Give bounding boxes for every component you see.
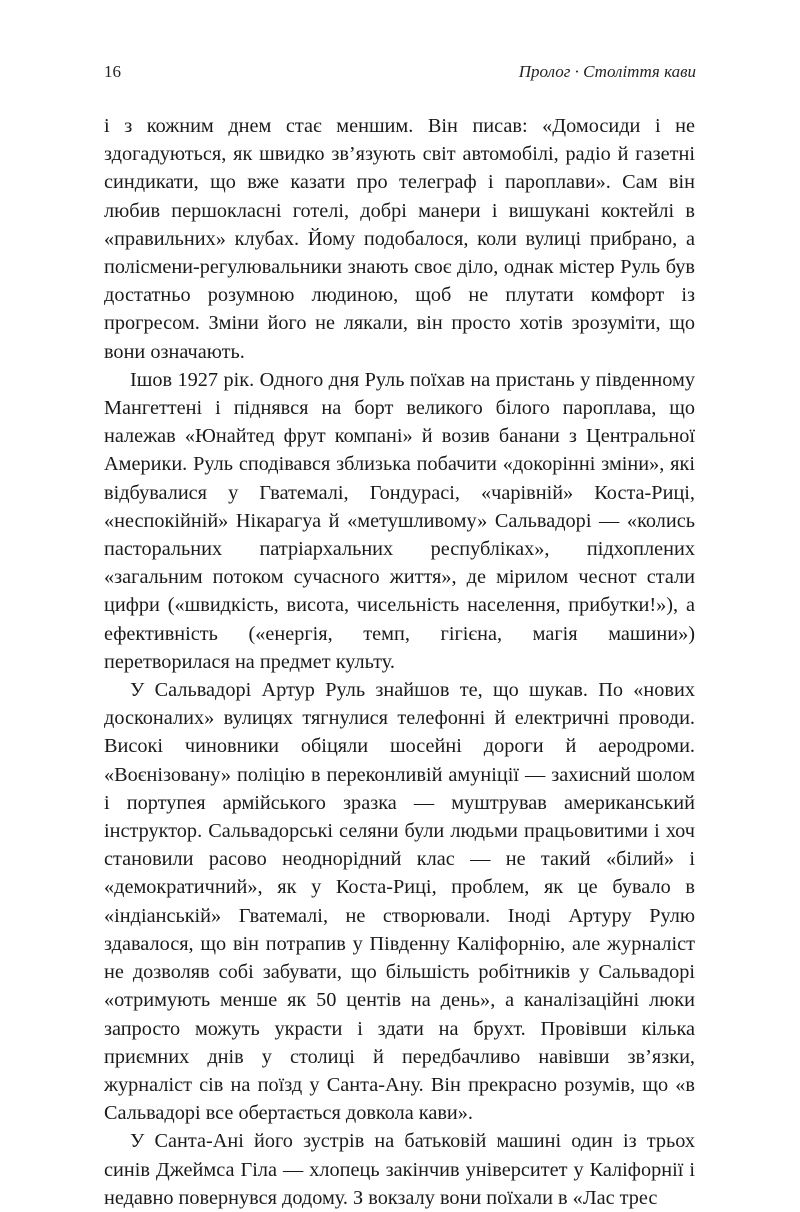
page-number: 16 xyxy=(104,62,121,81)
paragraph: У Сальвадорі Артур Руль знайшов те, що шукав. По «нових досконалих» вулицях тягнулися телефонні й електричні проводи. Високі чиновники обіцяли шосейні дороги й аеродроми. «Воєнізовану» поліцію в переконливій амуніції — захисний шолом і портупея армійського зразка — муштрував американський інструктор. Сальвадорські селяни були людьми працьовитими і хоч становили расово неоднорідний клас — не такий «білий» і «демократичний», як у Коста-Риці, проблем, як це бувало в «індіанській» Гватемалі, не створювали. Іноді Артуру Рулю здавалося, що він потрапив у Південну Каліфорнію, але журналіст не дозволяв собі забувати, що більшість робітників у Сальвадорі «отримують менше як 50 центів на день», а каналізаційні люки запросто можуть украсти і здати на брухт. Провівши кілька приємних днів у столиці й передбачливо навівши зв’язки, журналіст сів на поїзд у Санта-Ану. Він прекрасно розумів, що «в Сальвадорі все обертається довкола кави». xyxy=(104,679,695,1125)
body-text xyxy=(104,112,695,1212)
paragraph-continuation: і з кожним днем стає меншим. Він писав: «Домосиди і не здогадуються, як швидко зв’язують світ автомобілі, радіо й газетні синдикати, що вже казати про телеграф і пароплави». Сам він любив першокласні готелі, добрі манери і вишукані коктейлі в «правильних» клубах. Йому подобалося, коли вулиці прибрано, а полісмени-регулювальники знають своє діло, однак містер Руль був достатньо розумною людиною, щоб не плутати комфорт із прогресом. Зміни його не лякали, він просто хотів зрозуміти, що вони означають. xyxy=(104,115,695,363)
paragraph: У Санта-Ані його зустрів на батьковій машині один із трьох синів Джеймса Гіла — хлопець закінчив університет у Каліфорнії і недавно повернувся додому. З вокзалу вони поїхали в «Лас трес xyxy=(104,1130,695,1209)
page-header xyxy=(104,62,696,88)
paragraph: Ішов 1927 рік. Одного дня Руль поїхав на пристань у південному Мангеттені і піднявся на борт великого білого пароплава, що належав «Юнайтед фрут компані» й возив банани з Центральної Америки. Руль сподівався зблизька побачити «докорінні зміни», які відбувалися у Гватемалі, Гондурасі, «чарівній» Коста-Риці, «неспокійній» Нікарагуа й «метушливому» Сальвадорі — «колись пасторальних патріархальних республіках», підхоплених «загальним потоком сучасного життя», де мірилом чеснот стали цифри («швидкість, висота, чисельність населення, прибутки!»), а ефективність («енергія, темп, гігієна, магія машини») перетворилася на предмет культу. xyxy=(104,368,695,673)
running-head: Пролог · Століття кави xyxy=(518,62,696,81)
